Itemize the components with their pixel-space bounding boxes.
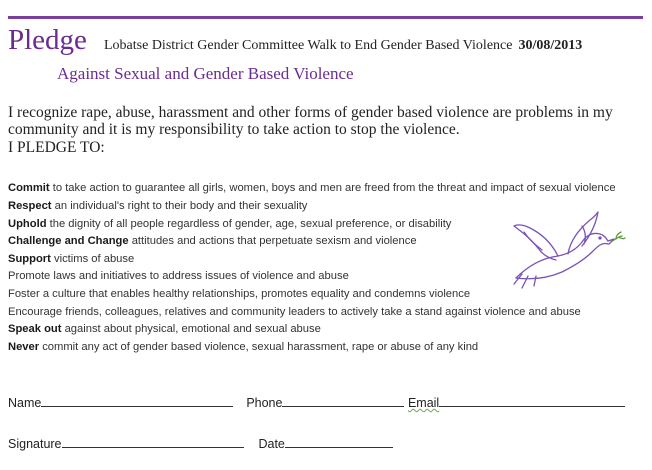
commitment-keyword: Challenge and Change bbox=[8, 235, 129, 248]
date-field[interactable] bbox=[285, 437, 393, 448]
commitment-text: the dignity of all people regardless of gender, age, sexual preference, or disability bbox=[46, 217, 452, 230]
name-field[interactable] bbox=[41, 396, 233, 407]
commitment-keyword: Speak out bbox=[8, 323, 62, 336]
date-label: Date bbox=[258, 437, 285, 451]
event-name: Lobatse District Gender Committee Walk to End Gender Based Violence bbox=[104, 38, 513, 53]
commitment-text: attitudes and actions that perpetuate sexism and violence bbox=[128, 235, 417, 248]
commitment-text: Encourage friends, colleagues, relatives and community leaders to actively take a stand against violence and abuse bbox=[8, 305, 581, 318]
commitment-item bbox=[8, 304, 644, 322]
event-date: 30/08/2013 bbox=[518, 38, 583, 53]
signature-date-row bbox=[8, 437, 393, 451]
signature-field[interactable] bbox=[62, 437, 244, 448]
commitment-keyword: Commit bbox=[8, 182, 50, 194]
phone-label: Phone bbox=[246, 396, 283, 410]
email-field[interactable] bbox=[439, 396, 625, 407]
signature-label: Signature bbox=[8, 437, 62, 451]
phone-field[interactable] bbox=[282, 396, 404, 407]
commitment-keyword: Support bbox=[8, 252, 51, 265]
commitment-text: commit any act of gender based violence, sexual harassment, rape or abuse of any kind bbox=[39, 340, 479, 353]
commitment-keyword: Respect bbox=[8, 200, 52, 212]
name-label: Name bbox=[8, 396, 42, 410]
header-rule bbox=[8, 16, 643, 19]
email-label: Email bbox=[407, 396, 440, 410]
pledge-lead: I PLEDGE TO: bbox=[8, 139, 105, 156]
page-title: Pledge bbox=[8, 24, 87, 56]
commitment-item bbox=[8, 321, 644, 339]
commitment-text: Foster a culture that enables healthy relationships, promotes equality and condemns violence bbox=[8, 287, 471, 300]
commitment-item bbox=[8, 339, 644, 357]
intro-paragraph: I recognize rape, abuse, harassment and other forms of gender based violence are problems in my community and it is my responsibility to take action to stop the violence. bbox=[8, 104, 613, 138]
commitment-item bbox=[8, 180, 628, 197]
commitment-text: victims of abuse bbox=[50, 252, 135, 265]
event-line bbox=[104, 38, 582, 54]
commitment-text: an individual's right to their body and their sexuality bbox=[51, 200, 308, 212]
name-phone-email-row bbox=[8, 396, 625, 410]
commitment-keyword: Uphold bbox=[8, 217, 47, 230]
dove-icon bbox=[508, 206, 628, 292]
commitment-keyword: Never bbox=[8, 340, 40, 353]
commitment-text: to take action to guarantee all girls, women, boys and men are freed from the threat and impact of sexual violence bbox=[49, 182, 616, 194]
commitment-text: Promote laws and initiatives to address issues of violence and abuse bbox=[8, 270, 349, 283]
page-subtitle: Against Sexual and Gender Based Violence bbox=[57, 64, 354, 83]
commitment-text: against about physical, emotional and sexual abuse bbox=[61, 323, 321, 336]
